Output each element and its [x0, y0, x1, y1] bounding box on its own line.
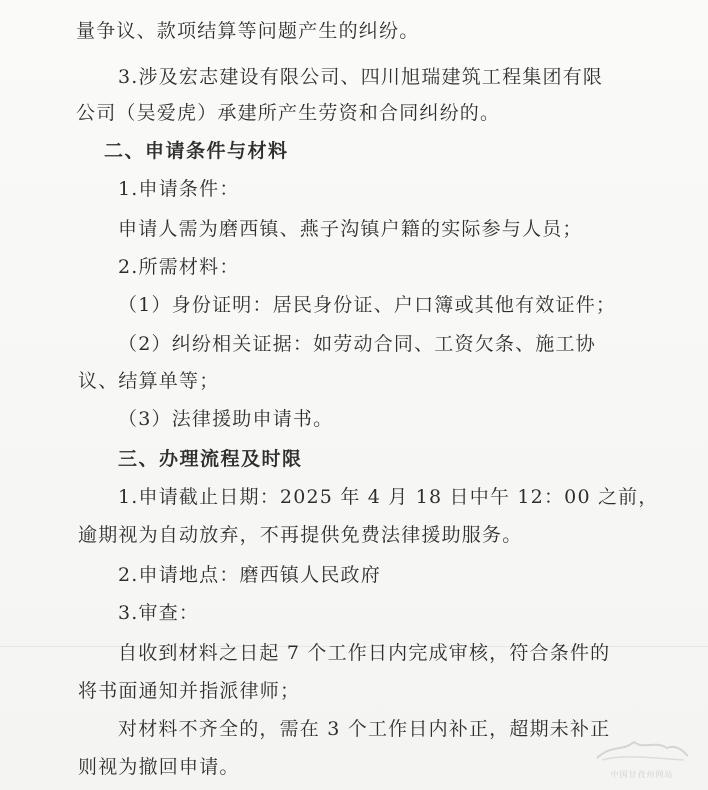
- text-line: 2.所需材料：: [118, 256, 240, 278]
- text-line: （1）身份证明：居民身份证、户口簿或其他有效证件；: [118, 294, 617, 316]
- text-line: 3.审查：: [118, 602, 200, 624]
- page-fold-line: [0, 646, 708, 647]
- watermark-text: 中国甘孜州网站: [610, 770, 674, 779]
- text-line: 申请人需为磨西镇、燕子沟镇户籍的实际参与人员；: [118, 218, 583, 240]
- text-line: 对材料不齐全的，需在 3 个工作日内补正，超期未补正: [118, 718, 611, 740]
- section-heading: 二、申请条件与材料: [104, 140, 289, 162]
- text-line: 3.涉及宏志建设有限公司、四川旭瑞建筑工程集团有限: [118, 66, 604, 88]
- site-watermark: [592, 734, 692, 780]
- text-line: 自收到材料之日起 7 个工作日内完成审核，符合条件的: [118, 642, 611, 664]
- text-line: 将书面通知并指派律师；: [78, 680, 301, 702]
- text-line: 量争议、款项结算等问题产生的纠纷。: [76, 20, 420, 42]
- text-line: 逾期视为自动放弃，不再提供免费法律援助服务。: [78, 524, 523, 546]
- text-line: 1.申请条件：: [118, 178, 240, 200]
- mountain-logo-icon: [592, 734, 692, 764]
- text-line: 则视为撤回申请。: [78, 756, 240, 778]
- text-line: （2）纠纷相关证据：如劳动合同、工资欠条、施工协: [118, 333, 596, 355]
- text-line: 公司（吴爱虎）承建所产生劳资和合同纠纷的。: [76, 102, 501, 124]
- text-line: 1.申请截止日期：2025 年 4 月 18 日中午 12：00 之前，: [118, 486, 659, 508]
- section-heading: 三、办理流程及时限: [118, 448, 303, 470]
- text-line: 议、结算单等；: [78, 370, 220, 392]
- text-line: 2.申请地点：磨西镇人民政府: [118, 564, 381, 586]
- text-line: （3）法律援助申请书。: [118, 408, 334, 430]
